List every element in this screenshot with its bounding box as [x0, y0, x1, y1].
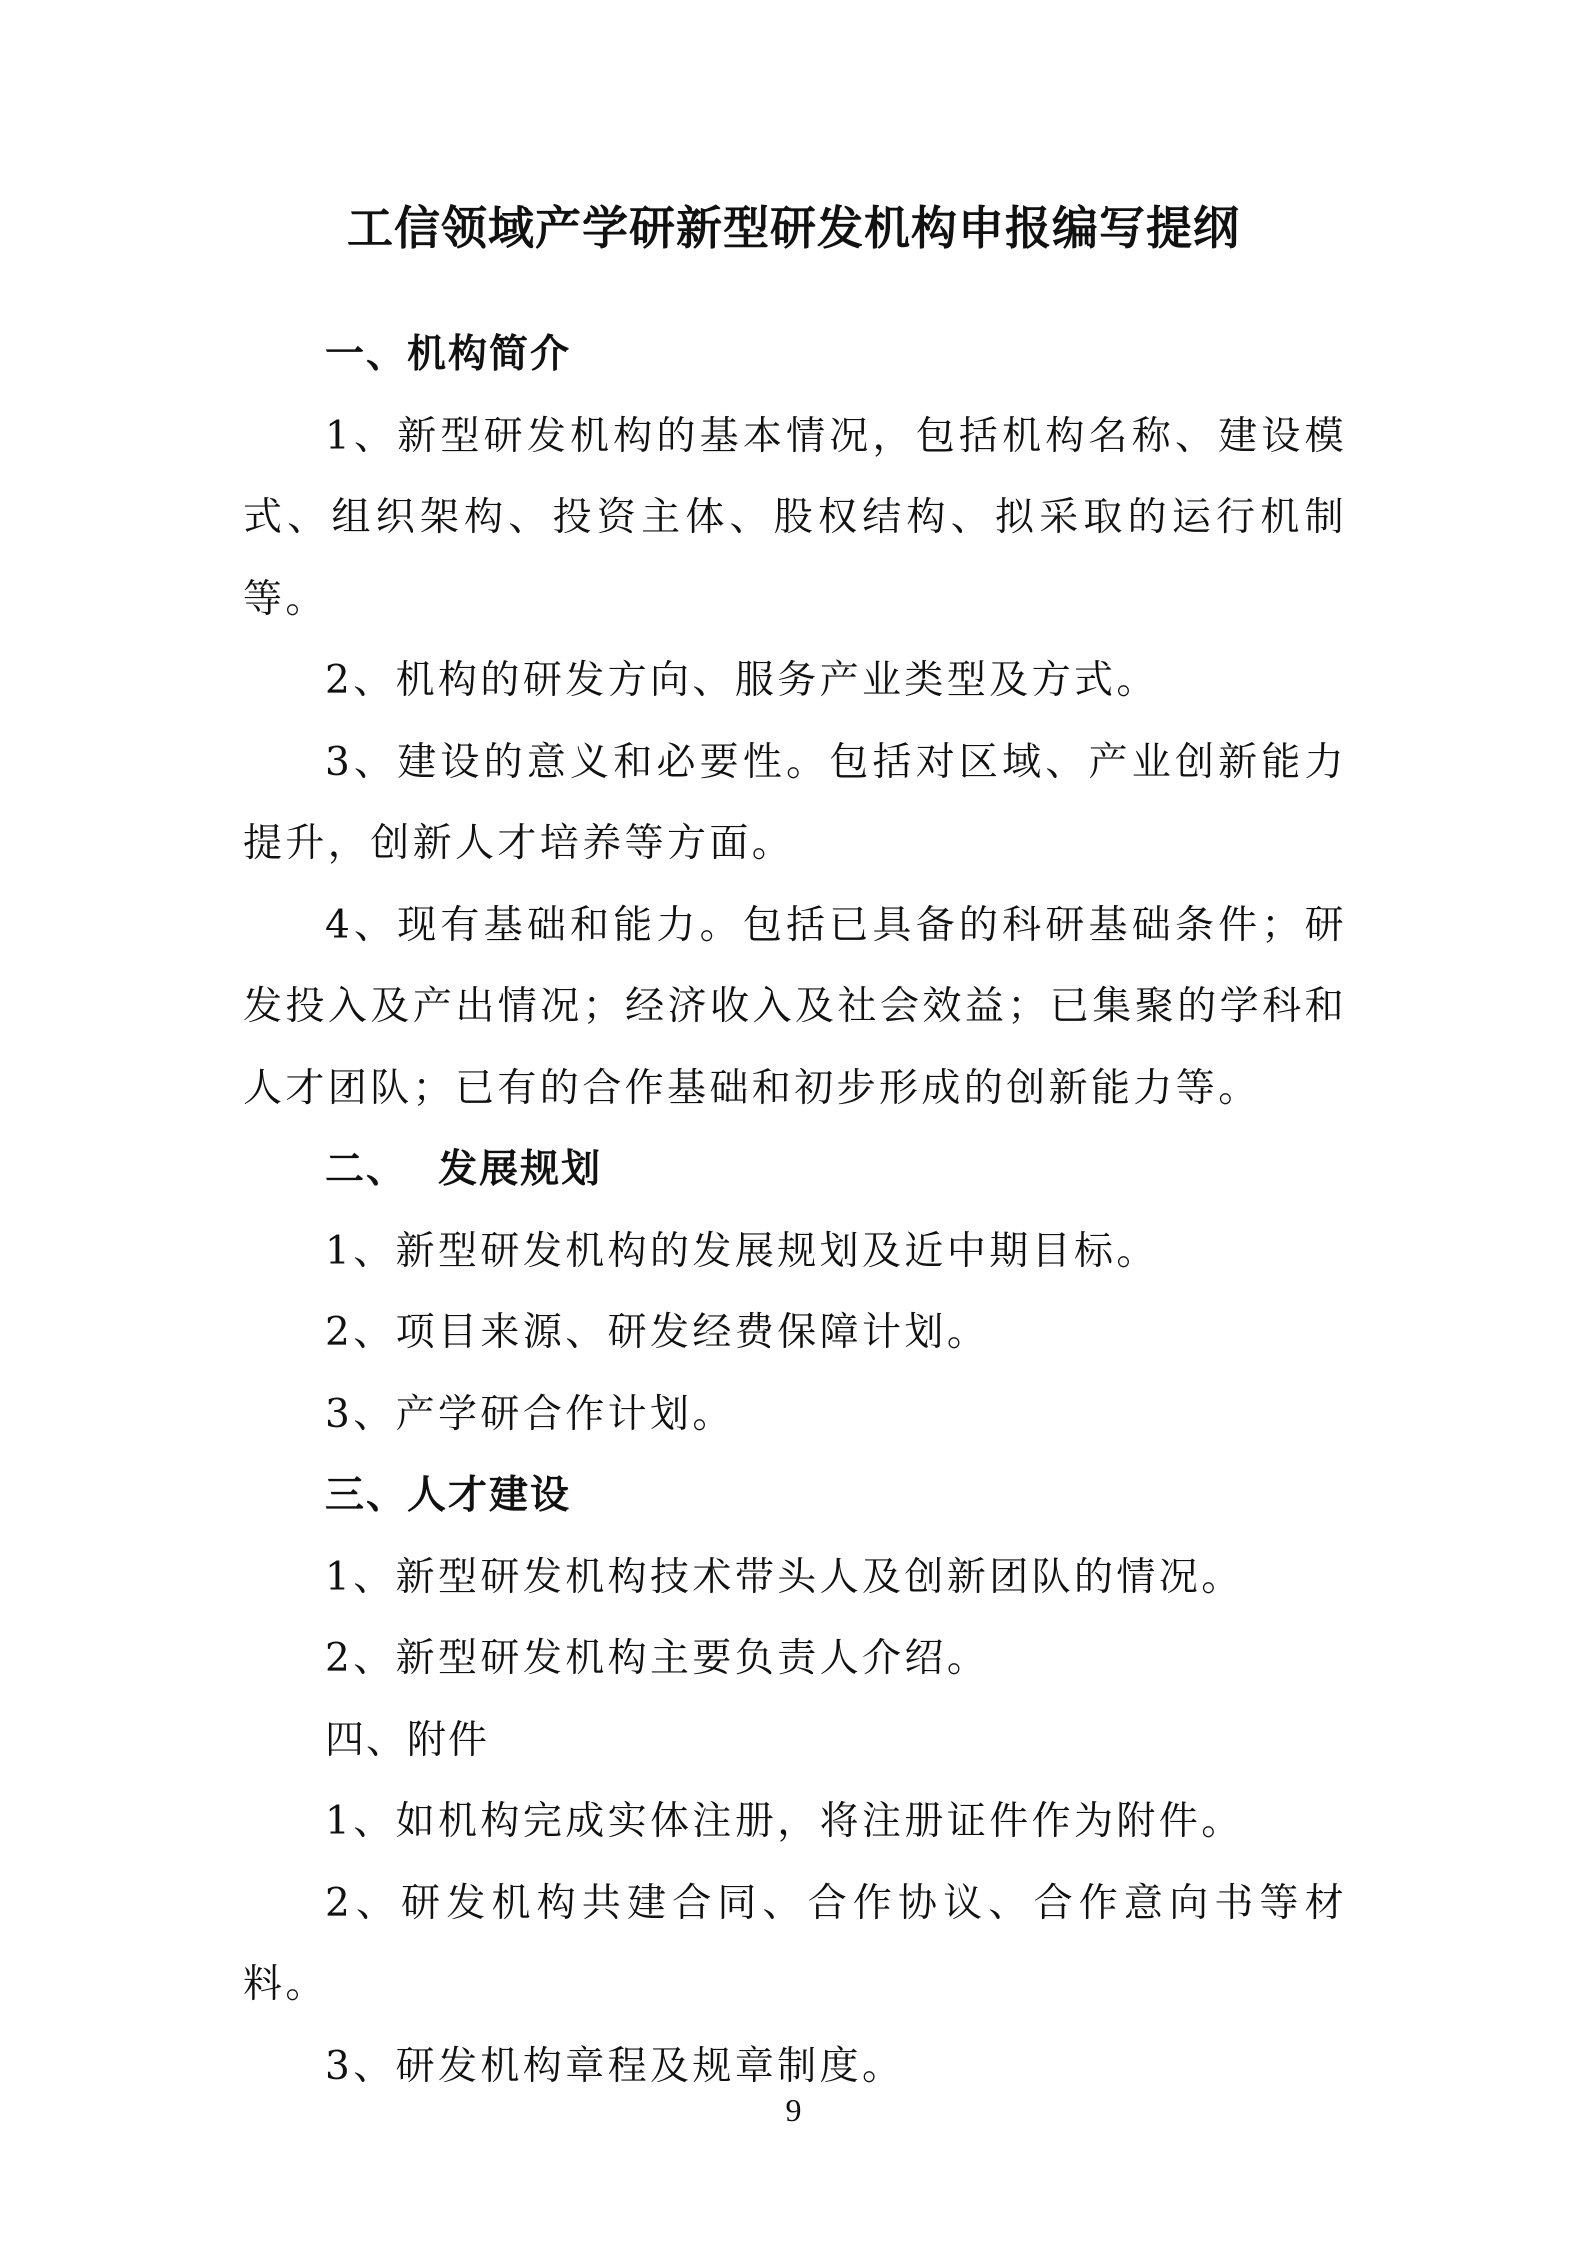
list-item: 2、研发机构共建合同、合作协议、合作意向书等材料。 — [243, 1880, 1347, 2007]
document-body — [243, 314, 1347, 2107]
section-talent-building — [243, 1455, 1347, 1700]
list-item: 4、现有基础和能力。包括已具备的科研基础条件；研发投入及产出情况；经济收入及社会效益；已集聚的学科和人才团队；已有的合作基础和初步形成的创新能力等。 — [243, 902, 1347, 1111]
list-item: 2、新型研发机构主要负责人介绍。 — [325, 1636, 990, 1681]
list-item: 3、产学研合作计划。 — [325, 1391, 735, 1437]
section-development-plan — [243, 1129, 1347, 1455]
list-item: 1、新型研发机构的发展规划及近中期目标。 — [325, 1228, 1159, 1274]
document-title: 工信领域产学研新型研发机构申报编写提纲 — [347, 201, 1240, 255]
section-heading: 一、机构简介 — [325, 332, 572, 377]
section-attachments — [243, 1700, 1347, 2108]
list-item: 2、机构的研发方向、服务产业类型及方式。 — [325, 658, 1159, 703]
section-institution-intro — [243, 314, 1347, 1129]
list-item: 1、新型研发机构技术带头人及创新团队的情况。 — [325, 1554, 1244, 1600]
section-heading: 三、人才建设 — [325, 1473, 572, 1518]
section-heading: 二、 发展规划 — [325, 1147, 603, 1192]
list-item: 3、研发机构章程及规章制度。 — [325, 2043, 905, 2089]
page-number: 9 — [785, 2092, 802, 2128]
list-item: 3、建设的意义和必要性。包括对区域、产业创新能力提升，创新人才培养等方面。 — [243, 739, 1347, 866]
list-item: 1、新型研发机构的基本情况，包括机构名称、建设模式、组织架构、投资主体、股权结构、拟采取的运行机制等。 — [243, 413, 1347, 622]
list-item: 1、如机构完成实体注册，将注册证件作为附件。 — [325, 1799, 1244, 1844]
section-heading: 四、附件 — [325, 1717, 490, 1763]
list-item: 2、项目来源、研发经费保障计划。 — [325, 1310, 990, 1355]
